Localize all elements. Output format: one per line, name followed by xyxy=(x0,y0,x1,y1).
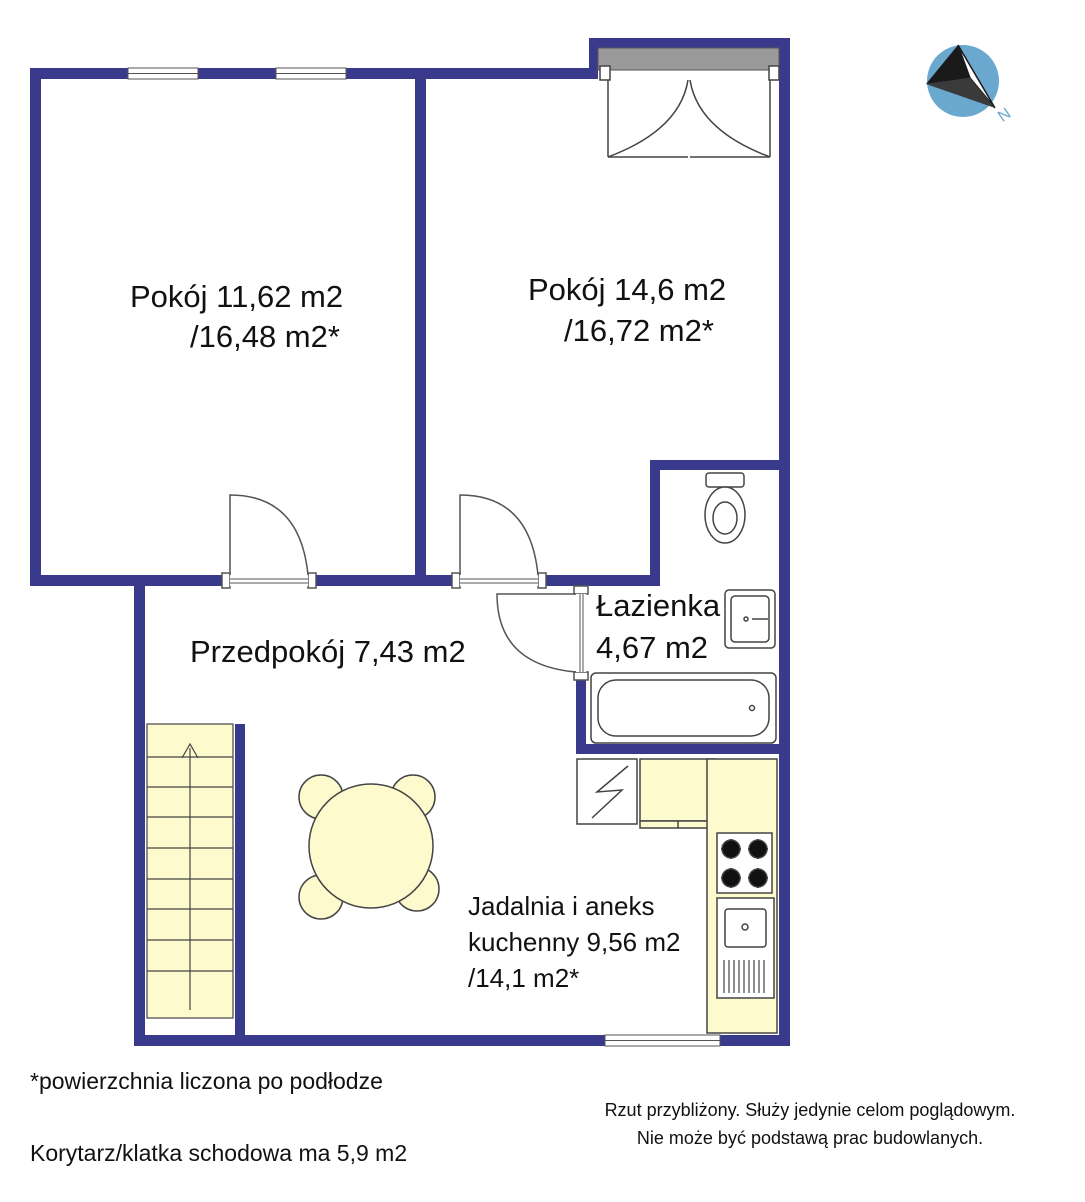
wall-left-upper xyxy=(30,68,41,586)
bathtub xyxy=(591,673,776,743)
wall-bath-right-stub xyxy=(545,575,660,586)
wall-middle xyxy=(415,68,426,586)
toilet xyxy=(705,473,745,543)
dining-table xyxy=(299,775,439,919)
bathroom-sink xyxy=(725,590,775,648)
room1-label-area: Pokój 11,62 m2 xyxy=(130,279,344,314)
window-balcony xyxy=(598,48,779,70)
hall-label: Przedpokój 7,43 m2 xyxy=(190,634,466,669)
wall-stairs xyxy=(235,724,245,1036)
disclaimer-line-1: Rzut przybliżony. Służy jedynie celom poglądowym. xyxy=(604,1100,1016,1120)
wall-top-right xyxy=(589,38,790,48)
wall-hall-left xyxy=(134,586,145,1046)
wall-bath-bottom xyxy=(576,744,790,754)
wall-bath-left-upper xyxy=(650,460,660,586)
table xyxy=(309,784,433,908)
bathroom-label-name: Łazienka xyxy=(596,588,721,623)
kitchen-label-total: /14,1 m2* xyxy=(468,963,580,993)
stairs xyxy=(147,724,233,1018)
room1-label-total: /16,48 m2* xyxy=(190,319,340,354)
wall-bath-top xyxy=(650,460,790,470)
room2-label-total: /16,72 m2* xyxy=(564,313,714,348)
balcony-doors xyxy=(600,66,779,157)
wall-right-balcony-l xyxy=(589,38,598,79)
disclaimer-line-2: Nie może być podstawą prac budowlanych. xyxy=(636,1128,984,1148)
compass-icon xyxy=(926,45,1014,126)
kitchen-label-area: kuchenny 9,56 m2 xyxy=(468,927,681,957)
counter-upper xyxy=(640,759,715,821)
bathroom-label-area: 4,67 m2 xyxy=(596,630,709,665)
compass-north-label: N xyxy=(995,105,1015,126)
kitchen-label-name: Jadalnia i aneks xyxy=(468,891,655,921)
room2-label-area: Pokój 14,6 m2 xyxy=(528,272,727,307)
floor-area-note: *powierzchnia liczona po podłodze xyxy=(30,1068,383,1094)
corridor-note: Korytarz/klatka schodowa ma 5,9 m2 xyxy=(30,1140,408,1166)
wall-right xyxy=(779,38,790,1046)
